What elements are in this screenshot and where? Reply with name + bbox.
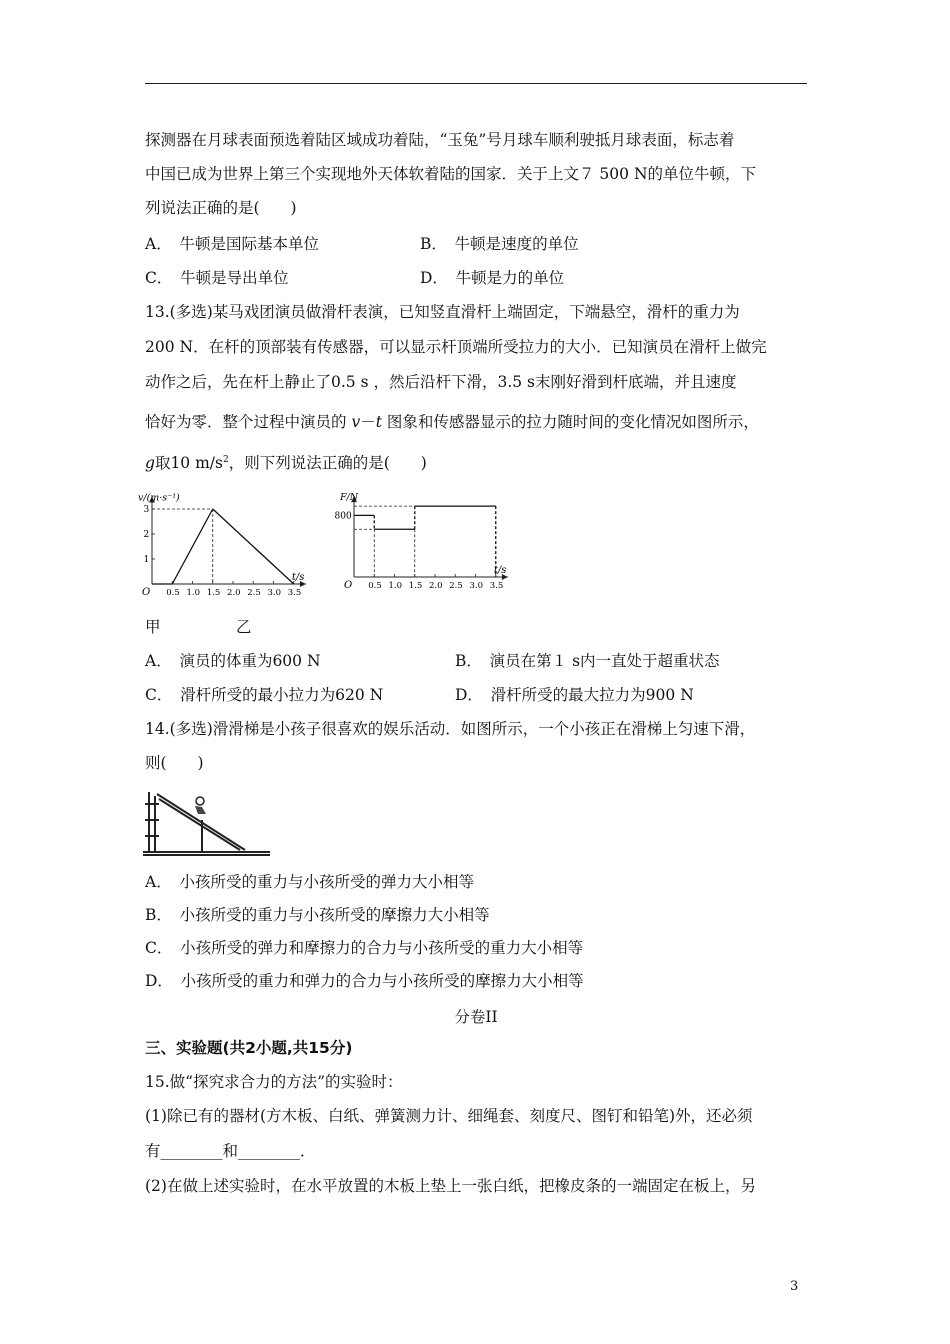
q13-line-2: 200 N．在杆的顶部装有传感器，可以显示杆顶端所受拉力的大小．已知演员在滑杆上做完 <box>145 338 767 356</box>
y-tick-label: 3 <box>143 505 150 515</box>
q15-line-4: (2)在做上述实验时，在水平放置的木板上垫上一张白纸，把橡皮条的一端固定在板上，另 <box>145 1177 756 1195</box>
x-tick-label: 3.5 <box>489 581 504 591</box>
x-tick-label: 2.0 <box>429 581 443 591</box>
chart-label-yi: 乙 <box>236 618 252 636</box>
q14-option-a: A． 小孩所受的重力与小孩所受的弹力大小相等 <box>145 873 474 891</box>
x-tick-label: 1.5 <box>206 588 221 598</box>
origin-label: O <box>142 587 151 598</box>
q12-option-a: A． 牛顿是国际基本单位 <box>145 235 319 253</box>
q12-option-d: D． 牛顿是力的单位 <box>420 269 565 287</box>
x-axis-label: t/s <box>493 565 507 576</box>
chart-velocity-time <box>130 476 315 606</box>
q13-line-5: g取10 $m/s^2$，则下列说法正确的是( ) <box>145 454 427 473</box>
child-head <box>196 797 204 805</box>
x-tick-label: 1.0 <box>186 588 201 598</box>
q14-option-c: C． 小孩所受的弹力和摩擦力的合力与小孩所受的重力大小相等 <box>145 939 584 957</box>
q13-line-1: 13.(多选)某马戏团演员做滑杆表演，已知竖直滑杆上端固定，下端悬空，滑杆的重力为 <box>145 303 740 321</box>
x-tick-label: 2.0 <box>227 588 241 598</box>
origin-label: O <box>344 580 353 591</box>
q13-option-b: B． 演员在第１ s内一直处于超重状态 <box>455 652 720 670</box>
chart-force-time <box>325 476 505 606</box>
q15-line-1: 15.做“探究求合力的方法”的实验时： <box>145 1073 403 1091</box>
x-tick-label: 1.5 <box>408 581 423 591</box>
x-tick-label: 1.0 <box>388 581 403 591</box>
series-segment <box>213 509 294 584</box>
q14-option-d: D． 小孩所受的重力和弹力的合力与小孩所受的摩擦力大小相等 <box>145 972 584 990</box>
x-tick-label: 0.5 <box>166 588 180 598</box>
x-axis-label: t/s <box>291 572 305 583</box>
q14-option-b: B． 小孩所受的重力与小孩所受的摩擦力大小相等 <box>145 906 490 924</box>
x-tick-label: 3.0 <box>267 588 282 598</box>
y-tick-label: 800 <box>334 511 352 522</box>
q13-line-4: 恰好为零．整个过程中演员的 v－t 图象和传感器显示的拉力随时间的变化情况如图所示， <box>145 413 759 431</box>
q14-line-1: 14.(多选)滑滑梯是小孩子很喜欢的娱乐活动．如图所示，一个小孩正在滑梯上匀速下滑， <box>145 720 756 738</box>
y-axis-label: v/(m·s⁻¹) <box>138 492 180 504</box>
q13-option-d: D． 滑杆所受的最大拉力为900 N <box>455 686 694 704</box>
child-body <box>195 806 206 814</box>
x-tick-label: 2.5 <box>449 581 463 591</box>
x-tick-label: 2.5 <box>247 588 261 598</box>
section-heading: 三、实验题(共2小题,共15分) <box>145 1039 353 1057</box>
x-tick-label: 3.0 <box>469 581 484 591</box>
q15-line-3: 有________和________． <box>145 1142 316 1160</box>
q13-option-a: A． 演员的体重为600 N <box>145 652 321 670</box>
header-rule <box>145 83 807 84</box>
x-tick-label: 0.5 <box>368 581 382 591</box>
x-tick-label: 3.5 <box>287 588 302 598</box>
chart-label-jia: 甲 <box>145 618 161 636</box>
intro-line-3: 列说法正确的是( ) <box>145 199 297 217</box>
page-number: 3 <box>790 1279 799 1294</box>
q14-line-2: 则( ) <box>145 754 204 772</box>
q12-option-b: B． 牛顿是速度的单位 <box>420 235 579 253</box>
y-tick-label: 1 <box>143 555 150 565</box>
q13-line-3: 动作之后，先在杆上静止了0.5 s ，然后沿杆下滑，3.5 s末刚好滑到杆底端，并且速度 <box>145 373 737 391</box>
q13-option-c: C． 滑杆所受的最小拉力为620 N <box>145 686 384 704</box>
series-segment <box>172 509 213 584</box>
intro-line-1: 探测器在月球表面预选着陆区域成功着陆，“玉兔”号月球车顺利驶抵月球表面，标志着 <box>145 131 735 149</box>
part-title: 分卷II <box>454 1008 498 1026</box>
q15-line-2: (1)除已有的器材(方木板、白纸、弹簧测力计、细绳套、刻度尺、图钉和铅笔)外，还必须 <box>145 1107 753 1125</box>
y-tick-label: 2 <box>143 530 150 540</box>
intro-line-2: 中国已成为世界上第三个实现地外天体软着陆的国家．关于上文７ 500 N的单位牛顿，下 <box>145 165 757 183</box>
q12-option-c: C． 牛顿是导出单位 <box>145 269 289 287</box>
y-axis-label: F/N <box>340 492 359 504</box>
slide-illustration <box>140 784 275 859</box>
